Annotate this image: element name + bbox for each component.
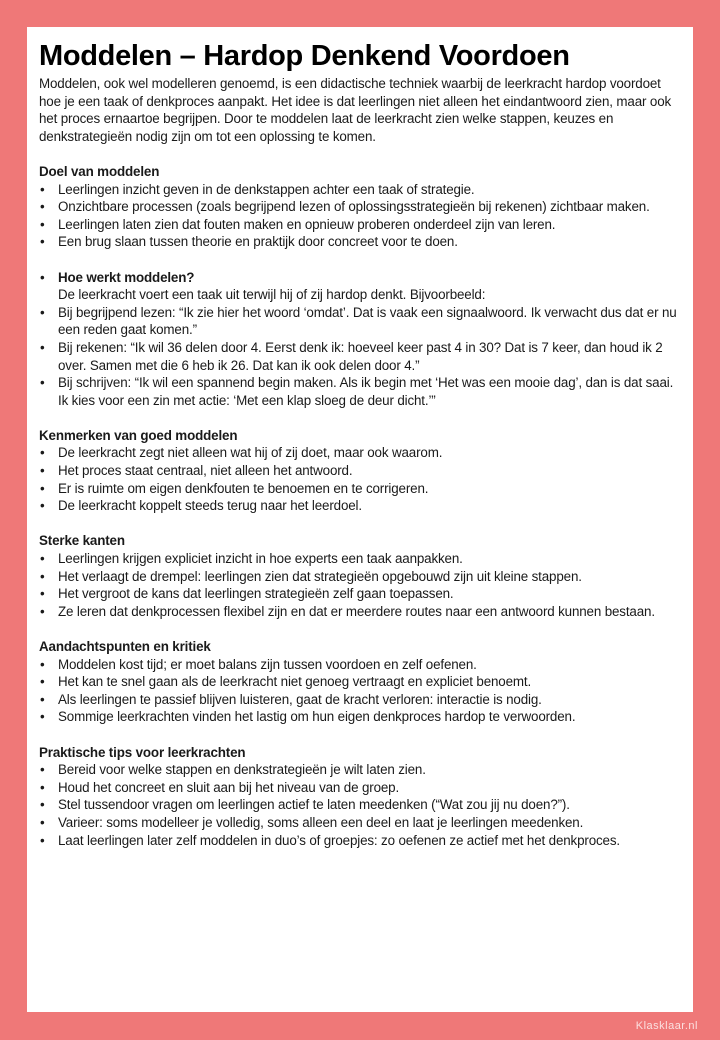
list-item: • Als leerlingen te passief blijven luisteren, gaat de kracht verloren: interactie is nodig.	[39, 691, 684, 709]
section-heading-aandacht: Aandachtspunten en kritiek	[39, 639, 211, 654]
footer-brand: Klasklaar.nl	[635, 1020, 698, 1032]
section-heading-kenmerken: Kenmerken van goed moddelen	[39, 427, 238, 443]
list-item: • Sommige leerkrachten vinden het lastig om hun eigen denkproces hardop te verwoorden.	[39, 708, 684, 726]
list-item: • Ze leren dat denkprocessen flexibel zijn en dat er meerdere routes naar een antwoord kunnen bestaan.	[39, 603, 684, 621]
document-content	[39, 39, 684, 849]
list-item: • Laat leerlingen later zelf moddelen in duo’s of groepjes: zo oefenen ze actief met het denkproces.	[39, 832, 684, 850]
list-item: • Bereid voor welke stappen en denkstrategieën je wilt laten zien.	[39, 761, 684, 779]
doel-list	[39, 181, 684, 251]
list-item: • Leerlingen inzicht geven in de denkstappen achter een taak of strategie.	[39, 181, 684, 199]
list-item: • Bij begrijpend lezen: “Ik zie hier het woord ‘omdat’. Dat is vaak een signaalwoord. Ik verwacht dus dat er nu een reden gaat komen.”	[39, 304, 684, 339]
list-item: • Het vergroot de kans dat leerlingen strategieën zelf gaan toepassen.	[39, 585, 684, 603]
list-item: • Een brug slaan tussen theorie en praktijk door concreet voor te doen.	[39, 233, 684, 251]
page-title: Moddelen – Hardop Denkend Voordoen	[39, 40, 570, 72]
hoe-heading: Hoe werkt moddelen?	[58, 269, 195, 285]
list-item: • Houd het concreet en sluit aan bij het niveau van de groep.	[39, 779, 684, 797]
hoe-intro: De leerkracht voert een taak uit terwijl hij of zij hardop denkt. Bijvoorbeeld:	[58, 287, 486, 303]
intro-paragraph: Moddelen, ook wel modelleren genoemd, is een didactische techniek waarbij de leerkracht hardop voordoet hoe je een taak of denkproces aanpakt. Het idee is dat leerlingen niet alleen het eindantwoord zien, maar ook het proces ernaartoe begrijpen. Door te moddelen laat de leerkracht zien welke stappen, keuzes en denkstrategieën nodig zijn om tot een oplossing te komen.	[39, 76, 672, 144]
tips-list	[39, 761, 684, 849]
aandacht-list	[39, 656, 684, 726]
section-heading-hoe	[39, 269, 684, 304]
section-heading-sterk: Sterke kanten	[39, 533, 125, 549]
list-item: • Moddelen kost tijd; er moet balans zijn tussen voordoen en zelf oefenen.	[39, 656, 684, 674]
list-item: • Stel tussendoor vragen om leerlingen actief te laten meedenken (“Wat zou jij nu doen?”).	[39, 796, 684, 814]
list-item: • Het verlaagt de drempel: leerlingen zien dat strategieën opgebouwd zijn uit kleine stappen.	[39, 568, 684, 586]
list-item: • De leerkracht zegt niet alleen wat hij of zij doet, maar ook waarom.	[39, 444, 684, 462]
list-item: • Het kan te snel gaan als de leerkracht niet genoeg vertraagt en expliciet benoemt.	[39, 673, 684, 691]
list-item: • Bij schrijven: “Ik wil een spannend begin maken. Als ik begin met ‘Het was een mooie dag’, dan is dat saai. Ik kies voor een zin met actie: ‘Met een klap sloeg de deur dicht.’”	[39, 374, 684, 409]
document-page	[27, 27, 693, 1012]
list-item: • Er is ruimte om eigen denkfouten te benoemen en te corrigeren.	[39, 480, 684, 498]
list-item: • Het proces staat centraal, niet alleen het antwoord.	[39, 462, 684, 480]
list-item: • Bij rekenen: “Ik wil 36 delen door 4. Eerst denk ik: hoeveel keer past 4 in 30? Dat is 7 keer, dan houd ik 2 over. Samen met die 6 heb ik 26. Dat kan ik ook delen door 4.”	[39, 339, 684, 374]
sterk-list	[39, 550, 684, 620]
hoe-list	[39, 269, 684, 410]
section-heading-doel: Doel van moddelen	[39, 163, 160, 179]
list-item: • Leerlingen krijgen expliciet inzicht in hoe experts een taak aanpakken.	[39, 550, 684, 568]
list-item: • Onzichtbare processen (zoals begrijpend lezen of oplossingsstrategieën bij rekenen) zichtbaar maken.	[39, 198, 684, 216]
list-item: • Leerlingen laten zien dat fouten maken en opnieuw proberen onderdeel zijn van leren.	[39, 216, 684, 234]
kenmerken-list	[39, 444, 684, 514]
list-item: • Varieer: soms modelleer je volledig, soms alleen een deel en laat je leerlingen meedenken.	[39, 814, 684, 832]
section-heading-tips: Praktische tips voor leerkrachten	[39, 744, 246, 760]
list-item: • De leerkracht koppelt steeds terug naar het leerdoel.	[39, 497, 684, 515]
